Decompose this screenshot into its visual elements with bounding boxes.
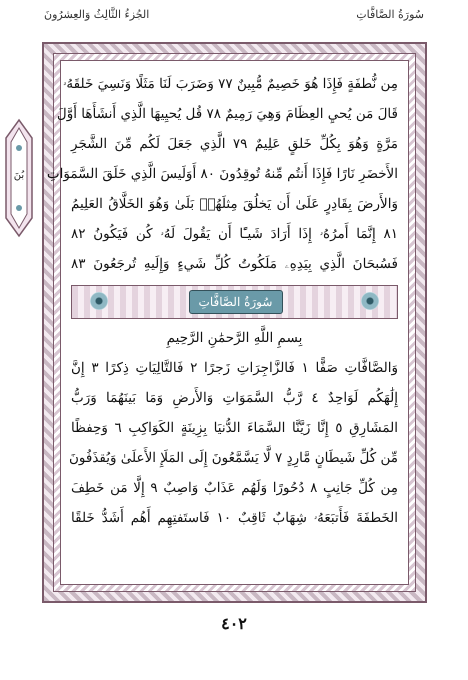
text-line: مَرَّةٍ وَهُوَ بِكُلِّ خَلقٍ عَلِيمٌ ٧٩ الَّذِي جَعَلَ لَكُم مِّنَ الشَّجَرِ <box>71 136 398 152</box>
text-line: وَالصَّافَّاتِ صَفًّا ١ فَالزَّاجِرَاتِ زَجرًا ٢ فَالتَّالِيَاتِ ذِكرًا ٣ إِنَّ <box>71 360 398 376</box>
surah-title-header: سُورَةُ الصَّافَّاتِ <box>356 8 424 21</box>
text-line: المَشَارِقِ ٥ إِنَّا زَيَّنَّا السَّمَاءَ الدُّنيَا بِزِينَةٍ الكَوَاكِبِ ٦ وَحِفظًا <box>71 420 398 436</box>
margin-marker-text: بُنَ <box>13 170 25 181</box>
surah-header-banner <box>71 285 398 319</box>
surah-banner-title: سُورَةُ الصَّافَّاتِ <box>189 290 283 314</box>
text-line: ٨١ إِنَّمَا أَمرُهُۥ إِذَا أَرَادَ شَيـًٔا أَن يَقُولَ لَهُۥ كُن فَيَكُونُ ٨٢ <box>71 226 398 242</box>
text-line: الأَخضَرِ نَارًا فَإِذَا أَنتُم مِّنهُ تُوقِدُونَ ٨٠ أَوَلَيسَ الَّذِي خَلَقَ السَّمَوَاتِ <box>46 166 398 182</box>
quran-text <box>46 69 402 578</box>
rosette-icon <box>90 292 108 310</box>
page-number: ٤٠٢ <box>221 614 247 633</box>
frame-border-pattern <box>46 53 416 592</box>
text-line: مِّن كُلِّ شَيطَانٍ مَّارِدٍ ٧ لَّا يَسَّمَّعُونَ إِلَى المَلَإِ الأَعلَىٰ وَيُقذَفُونَ <box>68 450 398 466</box>
text-line: قَالَ مَن يُحيِ العِظَامَ وَهِيَ رَمِيمٌ ٧٨ قُل يُحيِيهَا الَّذِي أَنشَأَهَا أَوَّلَ <box>56 106 398 122</box>
juz-title: الجُزءُ الثَّالِثُ وَالعِشرُونَ <box>44 8 150 21</box>
text-line: مِن كُلِّ جَانِبٍ ٨ دُحُورًا وَلَهُم عَذَابٌ وَاصِبٌ ٩ إِلَّا مَن خَطِفَ <box>71 480 398 496</box>
text-area <box>46 60 409 585</box>
text-line: مِن نُّطفَةٍ فَإِذَا هُوَ خَصِيمٌ مُّبِينٌ ٧٧ وَضَرَبَ لَنَا مَثَلًا وَنَسِيَ خَلقَهُۥ <box>63 76 398 92</box>
hizb-marker-medallion <box>2 118 36 238</box>
text-line: فَسُبحَانَ الَّذِي بِيَدِهِۦ مَلَكُوتُ كُلِّ شَيءٍ وَإِلَيهِ تُرجَعُونَ ٨٣ <box>71 256 398 272</box>
rosette-icon <box>361 292 379 310</box>
page-frame <box>42 42 427 603</box>
text-line: الخَطفَةَ فَأَتبَعَهُۥ شِهَابٌ ثَاقِبٌ ١٠ فَاستَفتِهِم أَهُم أَشَدُّ خَلقًا <box>71 510 398 526</box>
text-line: إِلَٰهَكُم لَوَاحِدٌ ٤ رَّبُّ السَّمَوَاتِ وَالأَرضِ وَمَا بَينَهُمَا وَرَبُّ <box>71 390 398 406</box>
basmala: بِسمِ اللَّهِ الرَّحمَٰنِ الرَّحِيمِ <box>166 330 303 346</box>
text-line: وَالأَرضَ بِقَادِرٍ عَلَىٰ أَن يَخلُقَ مِثلَهُمۚ بَلَىٰ وَهُوَ الخَلَّاقُ العَلِيمُ <box>71 196 398 212</box>
